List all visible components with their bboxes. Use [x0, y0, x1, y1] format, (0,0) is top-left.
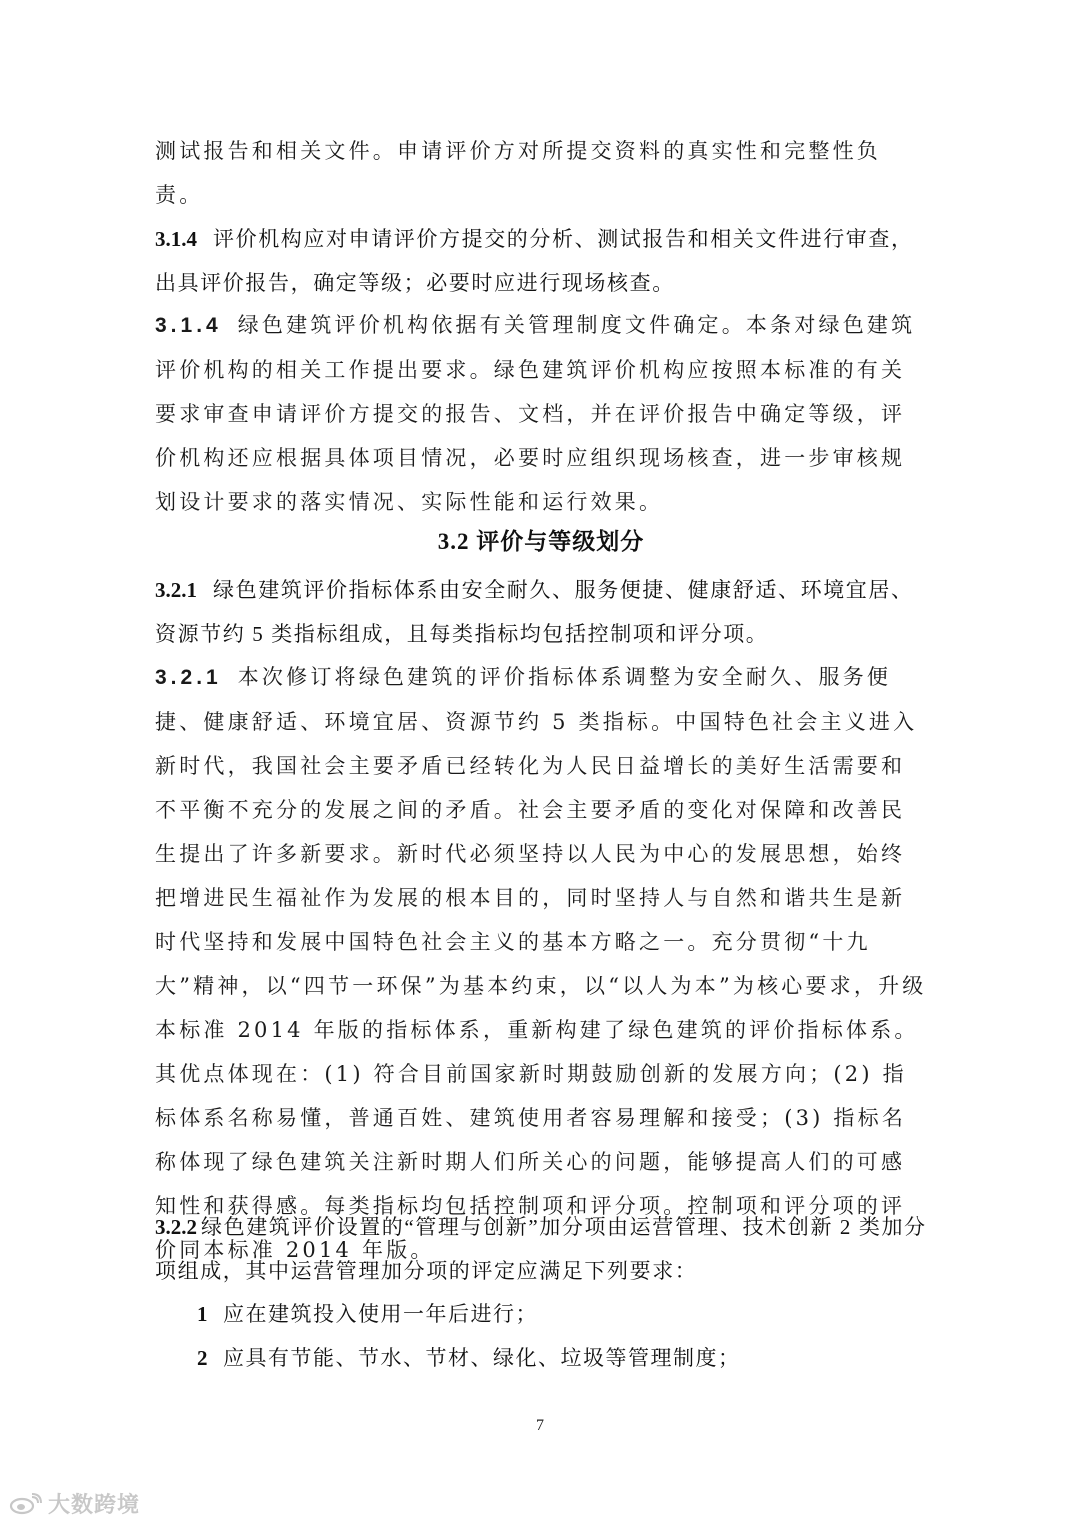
list-item-text: 应具有节能、节水、节材、绿化、垃圾等管理制度； [223, 1346, 741, 1370]
watermark-text: 大数跨境 [48, 1493, 141, 1518]
list-item-text: 应在建筑投入使用一年后进行； [223, 1302, 538, 1326]
clause-text: 绿色建筑评价指标体系由安全耐久、服务便捷、健康舒适、环境宜居、资源节约 5 类指标组成，且每类指标均包括控制项和评分项。 [155, 578, 914, 646]
commentary-3-1-4 [155, 303, 927, 524]
commentary-number: 3.2.1 [155, 666, 222, 689]
section-heading: 3.2 评价与等级划分 [437, 529, 645, 554]
clause-3-1-4 [155, 217, 927, 305]
list-item-number: 1 [197, 1302, 209, 1326]
clause-3-2-2 [155, 1205, 927, 1293]
commentary-3-2-1 [155, 655, 927, 1272]
list-item-number: 2 [197, 1346, 209, 1370]
list-item [197, 1292, 538, 1336]
list-item [197, 1336, 741, 1380]
clause-number: 3.2.1 [155, 578, 197, 602]
paragraph-text: 测试报告和相关文件。申请评价方对所提交资料的真实性和完整性负责。 [155, 139, 881, 207]
clause-3-2-1 [155, 568, 927, 656]
clause-text: 绿色建筑评价设置的“管理与创新”加分项由运营管理、技术创新 2 类加分项组成，其中运营管理加分项的评定应满足下列要求： [155, 1215, 927, 1283]
commentary-text: 本次修订将绿色建筑的评价指标体系调整为安全耐久、服务便捷、健康舒适、环境宜居、资源节约 5 类指标。中国特色社会主义进入新时代，我国社会主要矛盾已经转化为人民日益增长的美好生活需要和不平衡不充分的发展之间的矛盾。社会主要矛盾的变化对保障和改善民生提出了许多新要求。新时代必须坚持以人民为中心的发展思想，始终把增进民生福祉作为发展的根本目的，同时坚持人与自然和谐共生是新时代坚持和发展中国特色社会主义的基本方略之一。充分贯彻“十九大”精神，以“四节一环保”为基本约束，以“以人为本”为核心要求，升级本标准 2014 年版的指标体系，重新构建了绿色建筑的评价指标体系。其优点体现在：(1) 符合目前国家新时期鼓励创新的发展方向；(2) 指标体系名称易懂，普通百姓、建筑使用者容易理解和接受；(3) 指标名称体现了绿色建筑关注新时期人们所关心的问题，能够提高人们的可感知性和获得感。每类指标均包括控制项和评分项。控制项和评分项的评价同本标准 2014 年版。 [155, 665, 927, 1262]
page-number: 7 [536, 1417, 544, 1434]
weibo-logo-icon [8, 1493, 42, 1515]
watermark [8, 1488, 140, 1519]
clause-text: 评价机构应对申请评价方提交的分析、测试报告和相关文件进行审查，出具评价报告，确定等级；必要时应进行现场核查。 [155, 227, 914, 295]
commentary-number: 3.1.4 [155, 314, 222, 337]
commentary-text: 绿色建筑评价机构依据有关管理制度文件确定。本条对绿色建筑评价机构的相关工作提出要求。绿色建筑评价机构应按照本标准的有关要求审查申请评价方提交的报告、文档，并在评价报告中确定等级，评价机构还应根据具体项目情况，必要时应组织现场核查，进一步审核规划设计要求的落实情况、实际性能和运行效果。 [155, 313, 916, 514]
clause-number: 3.1.4 [155, 227, 197, 251]
clause-number: 3.2.2 [155, 1215, 197, 1239]
paragraph-continuation [155, 129, 927, 217]
